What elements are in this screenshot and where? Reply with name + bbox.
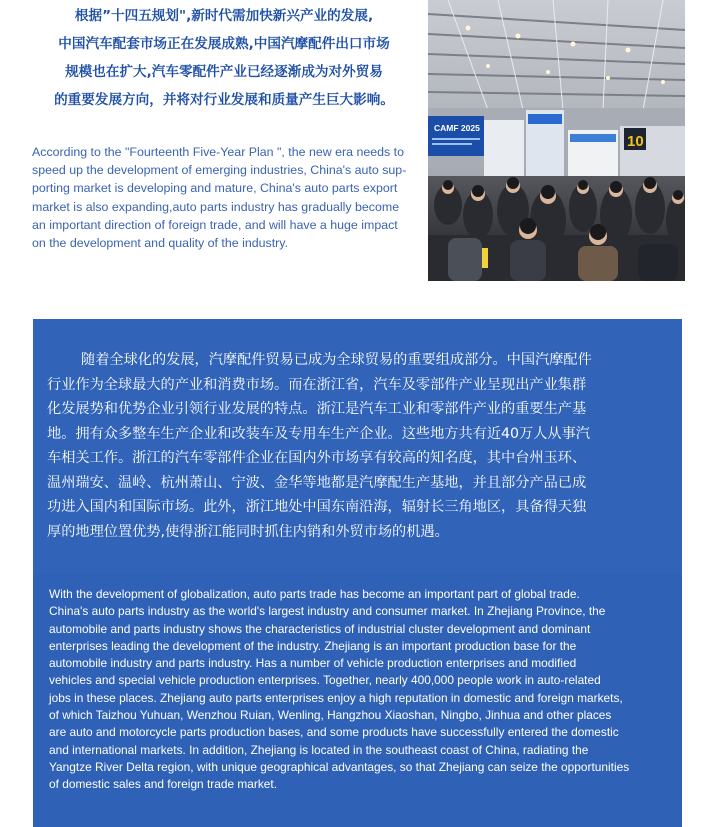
camf-banner-text: CAMF 2025: [434, 123, 480, 133]
panel-english-paragraph: [49, 586, 671, 794]
intro-chinese-line: 根据”十四五规划",新时代需加快新兴产业的发展,: [74, 8, 374, 24]
panel-english-line: are auto and motorcycle parts production bases, and some products have successfully entered the domestic: [49, 725, 619, 740]
panel-english-line: Yangtze River Delta region, with unique geographical advantages, so that Zhejiang can seize the opportunities: [49, 759, 630, 774]
panel-chinese-line: 行业作为全球最大的产业和消费市场。而在浙江省，汽车及零部件产业呈现出产业集群: [47, 376, 587, 393]
intro-english-line: market is also expanding,auto parts industry has gradually become: [32, 199, 400, 214]
panel-chinese-line: 厚的地理位置优势,使得浙江能同时抓住内销和外贸市场的机遇。: [47, 523, 449, 540]
panel-chinese-line: 化发展势和优势企业引领行业发展的特点。浙江是汽车工业和零部件产业的重要生产基: [47, 401, 587, 417]
intro-section: [0, 0, 716, 318]
panel-english-line: automobile industry and parts industry. Has a number of vehicle production enterprises and modified: [49, 656, 577, 671]
intro-english-line: porting market is developing and mature, China's auto parts export: [32, 181, 398, 196]
panel-chinese-paragraph: [47, 348, 672, 544]
panel-english-line: and international markets. In addition, Zhejiang is located in the southeast coast of China, radiating the: [49, 742, 589, 757]
exhibition-hall-photo: [428, 0, 685, 281]
intro-chinese-paragraph: [24, 2, 424, 114]
panel-english-line: China's auto parts industry as the world's largest industry and consumer market. In Zhejiang Province, the: [49, 604, 606, 619]
panel-chinese-line: 随着全球化的发展，汽摩配件贸易已成为全球贸易的重要组成部分。中国汽摩配件: [81, 352, 592, 368]
panel-english-line: of which Taizhou Yuhuan, Wenzhou Ruian, Wenling, Hangzhou Xiaoshan, Ningbo, Jinhua and other places: [49, 708, 612, 723]
panel-english-line: enterprises leading the development of the industry. Zhejiang is an important production base for the: [49, 638, 577, 653]
panel-chinese-line: 温州瑞安、温岭、杭州萧山、宁波、金华等地都是汽摩配生产基地，并且部分产品已成: [47, 474, 587, 491]
hall-number: 10: [627, 133, 644, 150]
panel-english-line: jobs in these places. Zhejiang auto parts enterprises enjoy a high reputation in domestic and foreign markets,: [49, 690, 623, 705]
intro-english-line: According to the "Fourteenth Five-Year Plan ", the new era needs to: [32, 145, 405, 159]
panel-english-line: With the development of globalization, auto parts trade has become an important part of global trade.: [49, 587, 580, 601]
panel-english-line: of domestic sales and foreign trade market.: [49, 777, 278, 792]
camf-banner: [428, 116, 484, 156]
panel-chinese-line: 功进入国内和国际市场。此外，浙江地处中国东南沿海，辐射长三角地区，具备得天独: [47, 499, 587, 515]
intro-chinese-line: 中国汽车配套市场正在发展成熟,中国汽摩配件出口市场: [58, 36, 390, 52]
intro-chinese-line: 规模也在扩大,汽车零配件产业已经逐渐成为对外贸易: [65, 64, 383, 80]
panel-english-line: vehicles and special vehicle production enterprises. Together, nearly 400,000 people work in auto-related: [49, 673, 601, 688]
panel-english-line: automobile and parts industry shows the characteristics of industrial cluster development and dominant: [49, 621, 591, 636]
intro-english-paragraph: [32, 143, 424, 252]
intro-chinese-line: 的重要发展方向，并将对行业发展和质量产生巨大影响。: [54, 92, 394, 108]
intro-english-line: an important direction of foreign trade, and will have a huge impact: [32, 217, 398, 232]
intro-english-line: speed up the development of emerging industries, China's auto sup-: [32, 163, 407, 178]
intro-english-line: on the development and quality of the industry.: [32, 236, 289, 251]
panel-chinese-line: 地。拥有众多整车生产企业和改装车及专用车生产企业。这些地方共有近40万人从事汽: [47, 425, 590, 442]
panel-chinese-line: 车相关工作。浙江的汽车零部件企业在国内外市场享有较高的知名度，其中台州玉环、: [47, 450, 587, 466]
zhejiang-info-panel: [33, 319, 682, 827]
